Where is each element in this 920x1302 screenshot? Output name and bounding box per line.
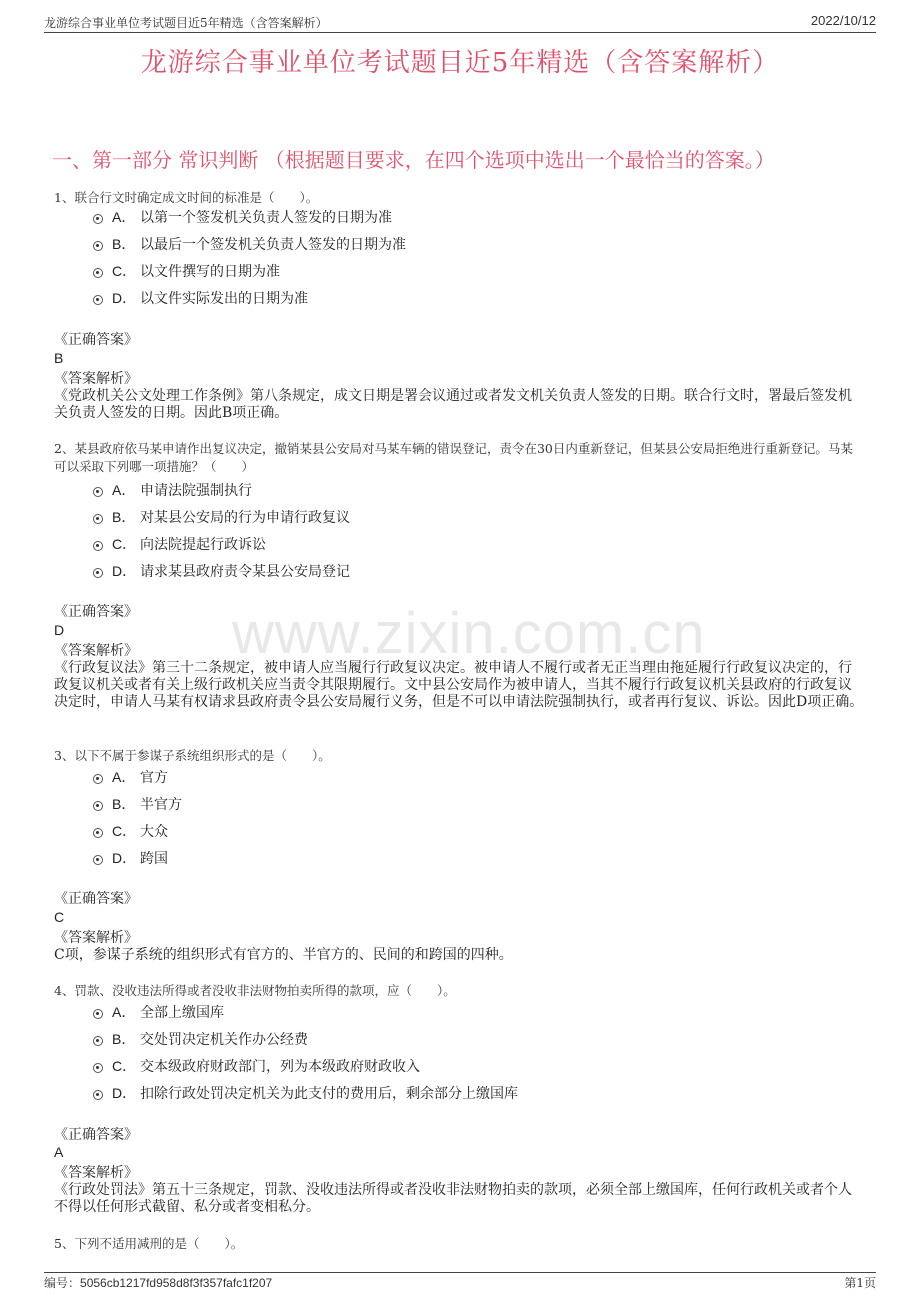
option-a[interactable]: A． 申请法院强制执行 xyxy=(93,480,252,500)
document-title: 龙游综合事业单位考试题目近5年精选（含答案解析） xyxy=(140,48,780,78)
option-d[interactable]: D． 以文件实际发出的日期为准 xyxy=(93,288,308,308)
option-a[interactable]: A． 官方 xyxy=(93,767,168,787)
page-header xyxy=(44,12,876,33)
question-stem: 1、联合行文时确定成文时间的标准是（ ）。 xyxy=(54,190,319,205)
correct-answer: D xyxy=(54,622,65,638)
radio-icon[interactable] xyxy=(93,1009,103,1019)
correct-answer: B xyxy=(54,350,64,366)
radio-icon[interactable] xyxy=(93,541,103,551)
option-b[interactable]: B． 对某县公安局的行为申请行政复议 xyxy=(93,507,350,527)
option-c[interactable]: C． 大众 xyxy=(93,821,168,841)
analysis-text: 《党政机关公文处理工作条例》第八条规定，成文日期是署会议通过或者发文机关负责人签发的日期。联合行文时，署最后签发机关负责人签发的日期。因此B项正确。 xyxy=(54,388,852,421)
option-c[interactable]: C． 向法院提起行政诉讼 xyxy=(93,534,266,554)
analysis-label: 《答案解析》 xyxy=(54,930,138,946)
document-code: 编号：5056cb1217fd958d8f3f357fafc1f207 xyxy=(44,1276,273,1290)
radio-icon[interactable] xyxy=(93,801,103,811)
analysis-text: 《行政处罚法》第五十三条规定，罚款、没收违法所得或者没收非法财物拍卖的款项，必须全部上缴国库，任何行政机关或者个人不得以任何形式截留、私分或者变相私分。 xyxy=(54,1182,852,1215)
analysis-label: 《答案解析》 xyxy=(54,643,138,659)
question-stem: 4、罚款、没收违法所得或者没收非法财物拍卖所得的款项，应（ ）。 xyxy=(54,983,456,998)
radio-icon[interactable] xyxy=(93,268,103,278)
answer-label: 《正确答案》 xyxy=(54,332,138,348)
radio-icon[interactable] xyxy=(93,828,103,838)
answer-label: 《正确答案》 xyxy=(54,891,138,907)
radio-icon[interactable] xyxy=(93,774,103,784)
question-stem: 3、以下不属于参谋子系统组织形式的是（ ）。 xyxy=(54,748,331,763)
correct-answer: C xyxy=(54,909,65,925)
radio-icon[interactable] xyxy=(93,1036,103,1046)
radio-icon[interactable] xyxy=(93,514,103,524)
option-c[interactable]: C． 交本级政府财政部门，列为本级政府财政收入 xyxy=(93,1056,420,1076)
header-date: 2022/10/12 xyxy=(810,13,876,28)
option-b[interactable]: B． 以最后一个签发机关负责人签发的日期为准 xyxy=(93,234,406,254)
question-stem: 5、下列不适用减刑的是（ ）。 xyxy=(54,1236,244,1251)
question-stem: 2、某县政府依马某申请作出复议决定，撤销某县公安局对马某车辆的错误登记，责令在30日内重新登记，但某县公安局拒绝进行重新登记。马某可以采取下列哪一项措施？（ ） xyxy=(54,441,853,474)
watermark: www.zixin.com.cn xyxy=(232,601,706,666)
page-footer xyxy=(44,1272,876,1292)
option-a[interactable]: A． 全部上缴国库 xyxy=(93,1002,224,1022)
radio-icon[interactable] xyxy=(93,487,103,497)
radio-icon[interactable] xyxy=(93,568,103,578)
option-d[interactable]: D． 跨国 xyxy=(93,848,168,868)
radio-icon[interactable] xyxy=(93,855,103,865)
radio-icon[interactable] xyxy=(93,1063,103,1073)
section-heading: 一、第一部分 常识判断 （根据题目要求，在四个选项中选出一个最恰当的答案。） xyxy=(52,148,775,172)
option-d[interactable]: D． 扣除行政处罚决定机关为此支付的费用后，剩余部分上缴国库 xyxy=(93,1083,518,1103)
option-b[interactable]: B． 交处罚决定机关作办公经费 xyxy=(93,1029,308,1049)
answer-label: 《正确答案》 xyxy=(54,604,138,620)
analysis-label: 《答案解析》 xyxy=(54,371,138,387)
header-doc-title: 龙游综合事业单位考试题目近5年精选（含答案解析） xyxy=(44,16,328,30)
analysis-text: 《行政复议法》第三十二条规定，被申请人应当履行行政复议决定。被申请人不履行或者无正当理由拖延履行行政复议决定的，行政复议机关或者有关上级行政机关应当责令其限期履行。文中县公安局作为被申请人，当其不履行行政复议机关县政府的行政复议决定时，申请人马某有权请求县政府责令县公安局履行义务，但是不可以申请法院强制执行，或者再行复议、诉讼。因此D项正确。 xyxy=(54,660,864,710)
option-d[interactable]: D． 请求某县政府责令某县公安局登记 xyxy=(93,561,350,581)
option-c[interactable]: C． 以文件撰写的日期为准 xyxy=(93,261,280,281)
analysis-label: 《答案解析》 xyxy=(54,1165,138,1181)
radio-icon[interactable] xyxy=(93,1090,103,1100)
answer-label: 《正确答案》 xyxy=(54,1127,138,1143)
page-number: 第1页 xyxy=(844,1276,876,1290)
analysis-text: C项，参谋子系统的组织形式有官方的、半官方的、民间的和跨国的四种。 xyxy=(54,947,513,963)
radio-icon[interactable] xyxy=(93,214,103,224)
option-b[interactable]: B． 半官方 xyxy=(93,794,182,814)
correct-answer: A xyxy=(54,1144,64,1160)
radio-icon[interactable] xyxy=(93,241,103,251)
radio-icon[interactable] xyxy=(93,295,103,305)
option-a[interactable]: A． 以第一个签发机关负责人签发的日期为准 xyxy=(93,207,392,227)
